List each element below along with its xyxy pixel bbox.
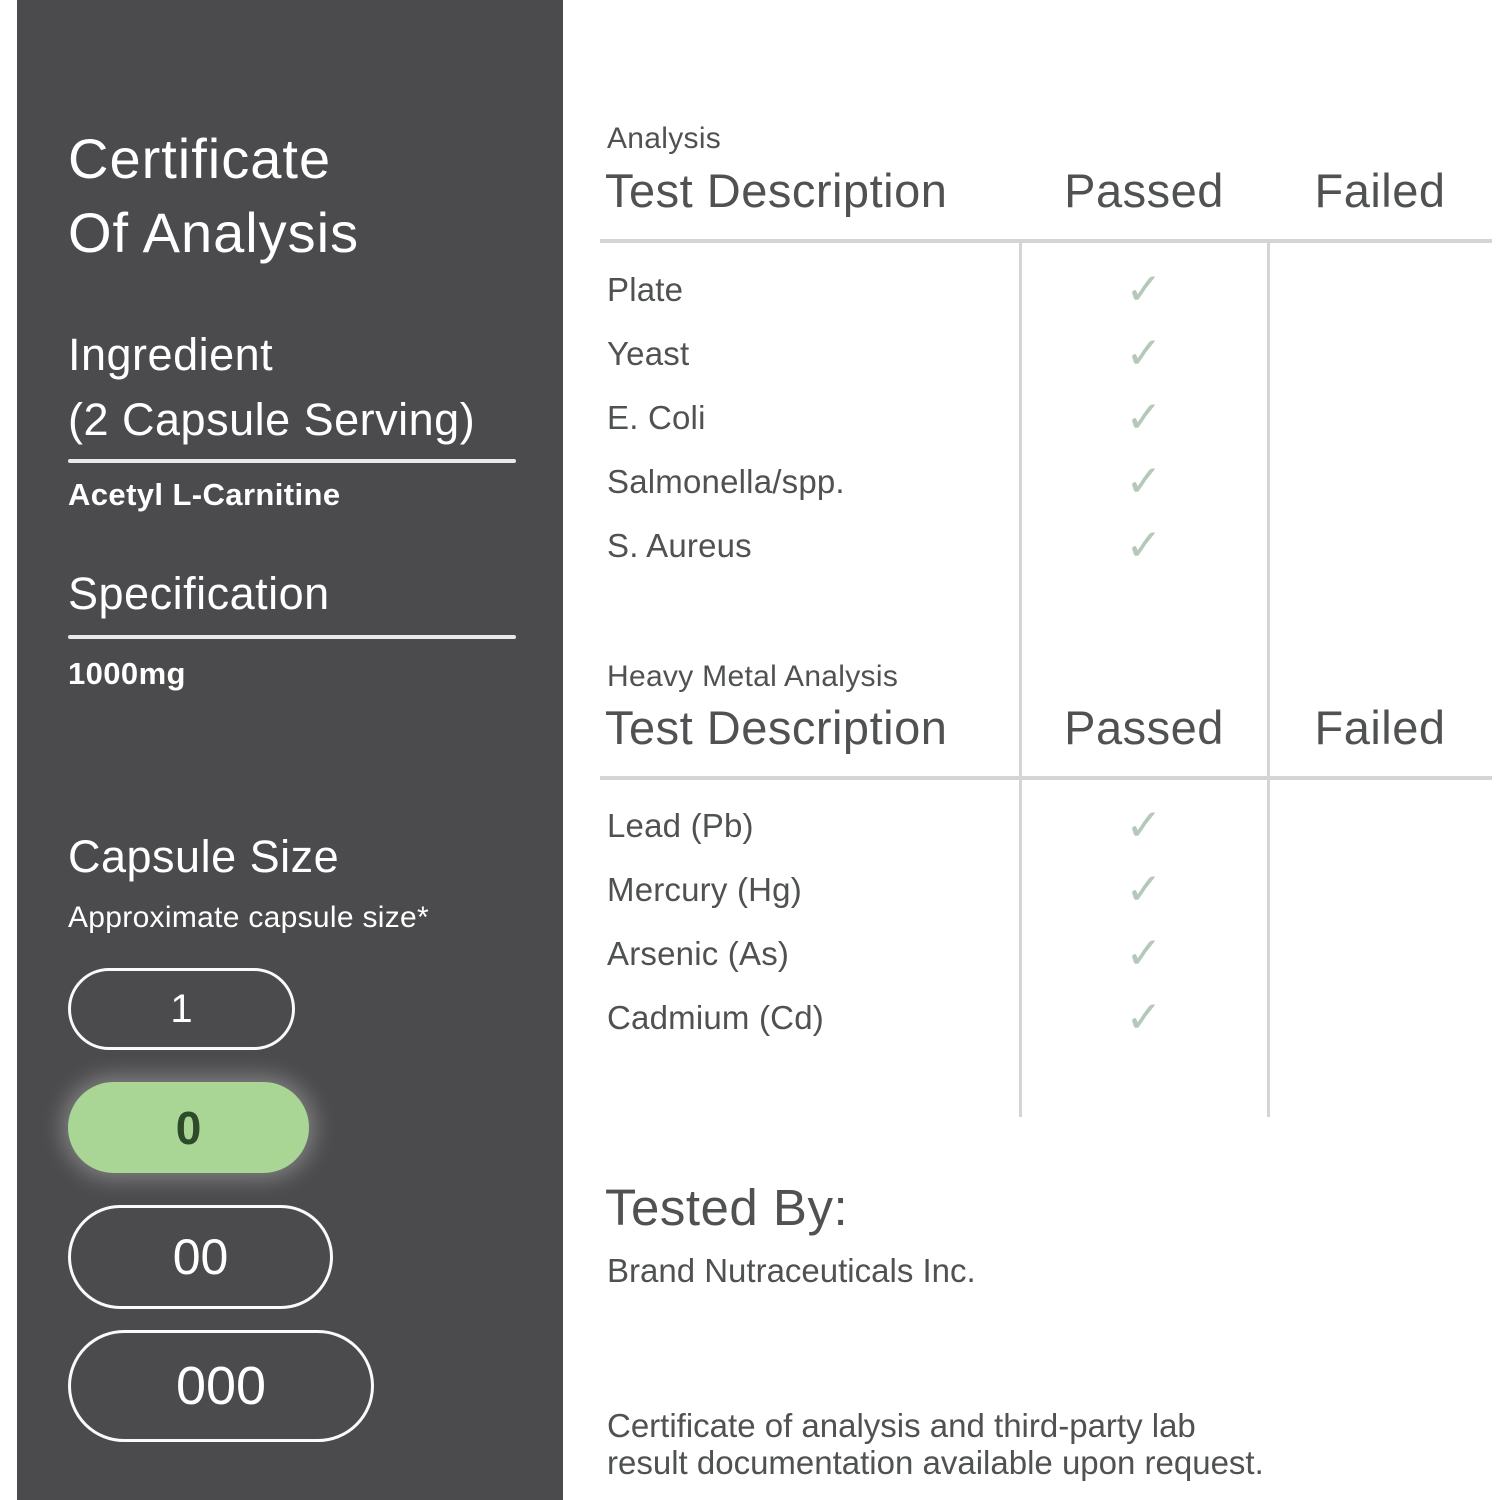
capsule-size-option-1[interactable]: 1 xyxy=(68,968,295,1050)
specification-value: 1000mg xyxy=(68,656,186,691)
analysis-table-header xyxy=(600,163,1492,218)
sidebar xyxy=(17,0,563,1500)
capsule-size-option-000[interactable]: 000 xyxy=(68,1330,374,1442)
test-name: Lead (Pb) xyxy=(607,807,754,844)
check-icon: ✓ xyxy=(1125,928,1163,979)
column-header-passed: Passed xyxy=(1064,164,1224,217)
title-line-2: Of Analysis xyxy=(68,201,360,265)
heavy-metal-table-header xyxy=(600,700,1492,755)
tested-by-heading: Tested By: xyxy=(605,1179,849,1236)
table-row xyxy=(600,392,1492,443)
check-icon: ✓ xyxy=(1125,392,1163,443)
table-row xyxy=(600,800,1492,851)
table-row xyxy=(600,456,1492,507)
check-icon: ✓ xyxy=(1125,328,1163,379)
check-icon: ✓ xyxy=(1125,864,1163,915)
test-name: Salmonella/spp. xyxy=(607,463,845,500)
test-name: Plate xyxy=(607,271,684,308)
table-row xyxy=(600,992,1492,1043)
test-name: S. Aureus xyxy=(607,527,752,564)
capsule-size-heading: Capsule Size xyxy=(68,831,340,882)
test-name: Arsenic (As) xyxy=(607,935,790,972)
column-header-test-description: Test Description xyxy=(605,701,948,754)
column-header-test-description: Test Description xyxy=(605,164,948,217)
ingredient-heading xyxy=(68,322,475,453)
page-title xyxy=(68,122,359,271)
capsule-size-option-00[interactable]: 00 xyxy=(68,1205,333,1309)
check-icon: ✓ xyxy=(1125,264,1163,315)
table-row xyxy=(600,520,1492,571)
ingredient-value: Acetyl L-Carnitine xyxy=(68,477,341,512)
ingredient-heading-line-1: Ingredient xyxy=(68,329,274,380)
test-name: Cadmium (Cd) xyxy=(607,999,824,1036)
analysis-header-rule xyxy=(600,239,1492,243)
check-icon: ✓ xyxy=(1125,456,1163,507)
test-name: Yeast xyxy=(607,335,690,372)
footer-note xyxy=(607,1408,1264,1482)
footer-note-line-1: Certificate of analysis and third-party lab xyxy=(607,1407,1196,1444)
specification-heading: Specification xyxy=(68,568,330,619)
heavy-metal-section-label: Heavy Metal Analysis xyxy=(607,660,899,693)
tested-by-value: Brand Nutraceuticals Inc. xyxy=(607,1252,976,1289)
check-icon: ✓ xyxy=(1125,992,1163,1043)
table-row xyxy=(600,264,1492,315)
table-row xyxy=(600,928,1492,979)
ingredient-heading-line-2: (2 Capsule Serving) xyxy=(68,394,476,446)
title-line-1: Certificate xyxy=(68,127,332,190)
capsule-size-subheading: Approximate capsule size* xyxy=(68,901,430,934)
analysis-section-label: Analysis xyxy=(607,122,722,155)
specification-divider xyxy=(68,635,516,639)
column-header-failed: Failed xyxy=(1314,164,1446,217)
check-icon: ✓ xyxy=(1125,520,1163,571)
table-row xyxy=(600,328,1492,379)
footer-note-line-2: result documentation available upon request. xyxy=(607,1443,1264,1481)
heavy-metal-header-rule xyxy=(600,776,1492,780)
check-icon: ✓ xyxy=(1125,800,1163,851)
test-name: E. Coli xyxy=(607,399,706,436)
table-row xyxy=(600,864,1492,915)
capsule-size-option-0-selected[interactable]: 0 xyxy=(68,1082,309,1173)
test-name: Mercury (Hg) xyxy=(607,871,802,908)
ingredient-divider xyxy=(68,459,516,463)
column-header-passed: Passed xyxy=(1064,701,1224,754)
column-header-failed: Failed xyxy=(1314,701,1446,754)
